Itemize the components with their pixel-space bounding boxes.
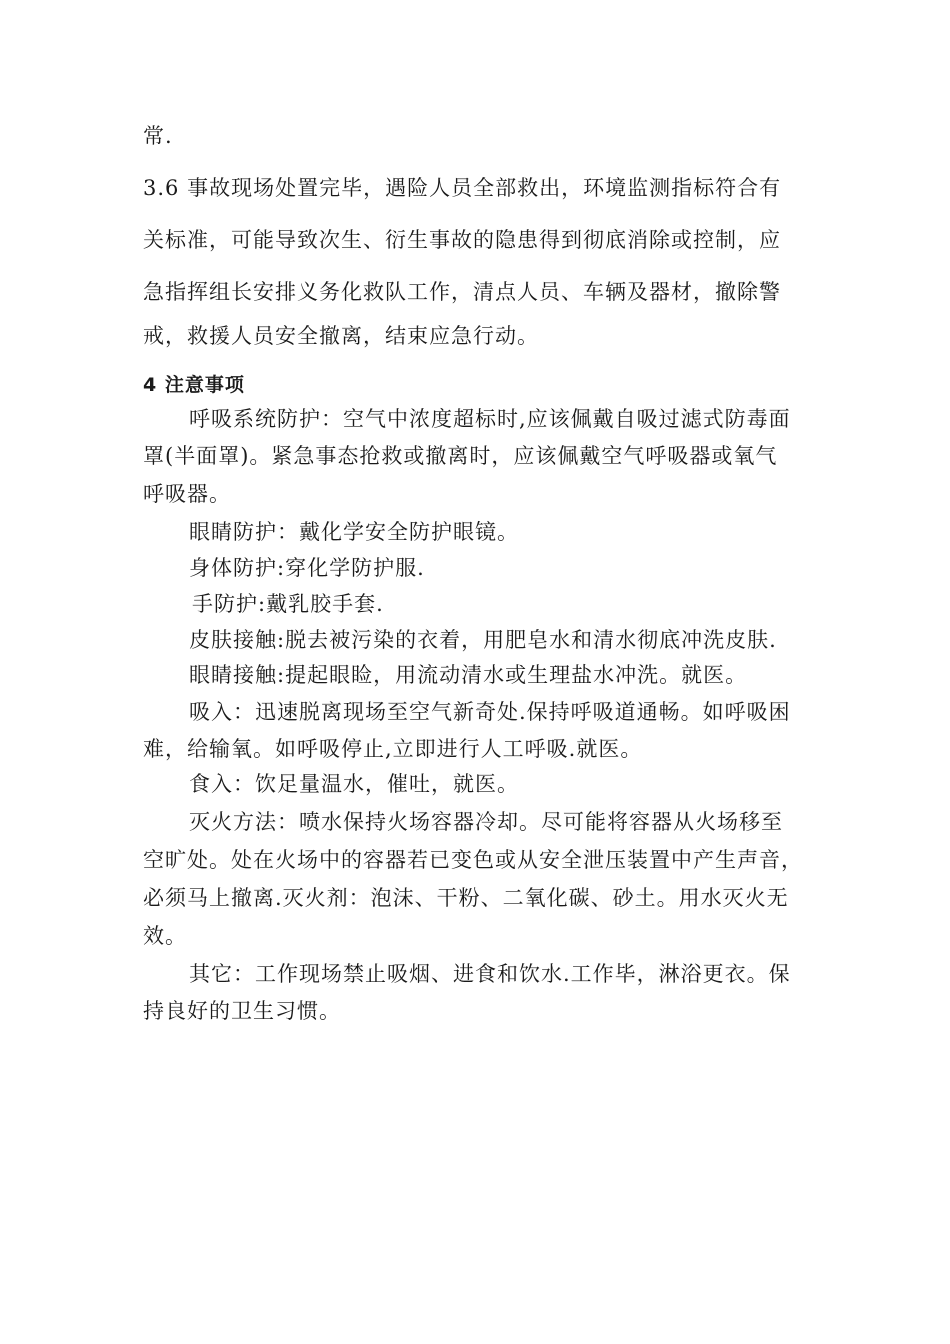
item-3-6-line-3: 急指挥组长安排义务化救队工作，清点人员、车辆及器材，撤除警 <box>143 280 781 304</box>
eye-contact: 眼睛接触:提起眼睑，用流动清水或生理盐水冲洗。就医。 <box>189 663 748 687</box>
inhalation-line-1: 吸入：迅速脱离现场至空气新奇处.保持呼吸道通畅。如呼吸困 <box>189 700 791 724</box>
section-4-heading: 4 注意事项 <box>143 374 245 396</box>
eye-protection: 眼睛防护：戴化学安全防护眼镜。 <box>189 520 519 544</box>
respiratory-line-3: 呼吸器。 <box>143 482 231 506</box>
hand-protection: 手防护:戴乳胶手套. <box>192 592 384 616</box>
firefighting-line-1: 灭火方法：喷水保持火场容器冷却。尽可能将容器从火场移至 <box>189 810 783 834</box>
item-3-6-line-1: 3.6 事故现场处置完毕，遇险人员全部救出，环境监测指标符合有 <box>143 176 782 200</box>
ingestion: 食入：饮足量温水，催吐，就医。 <box>189 772 519 796</box>
respiratory-line-1: 呼吸系统防护：空气中浓度超标时,应该佩戴自吸过滤式防毒面 <box>189 407 791 431</box>
paragraph-continuation: 常. <box>143 124 173 148</box>
body-protection: 身体防护:穿化学防护服. <box>189 556 425 580</box>
firefighting-line-3: 必须马上撤离.灭火剂：泡沫、干粉、二氧化碳、砂土。用水灭火无 <box>143 886 789 910</box>
respiratory-line-2: 罩(半面罩)。紧急事态抢救或撤离时，应该佩戴空气呼吸器或氧气 <box>143 444 778 468</box>
other-line-2: 持良好的卫生习惯。 <box>143 999 341 1023</box>
skin-contact: 皮肤接触:脱去被污染的衣着，用肥皂水和清水彻底冲洗皮肤. <box>189 628 777 652</box>
item-3-6-line-4: 戒，救援人员安全撤离，结束应急行动。 <box>143 324 539 348</box>
other-line-1: 其它：工作现场禁止吸烟、进食和饮水.工作毕，淋浴更衣。保 <box>189 962 791 986</box>
item-3-6-line-2: 关标准，可能导致次生、衍生事故的隐患得到彻底消除或控制，应 <box>143 228 781 252</box>
firefighting-line-2: 空旷处。处在火场中的容器若已变色或从安全泄压装置中产生声音， <box>143 848 803 872</box>
inhalation-line-2: 难，给输氧。如呼吸停止,立即进行人工呼吸.就医。 <box>143 737 643 761</box>
firefighting-line-4: 效。 <box>143 924 187 948</box>
